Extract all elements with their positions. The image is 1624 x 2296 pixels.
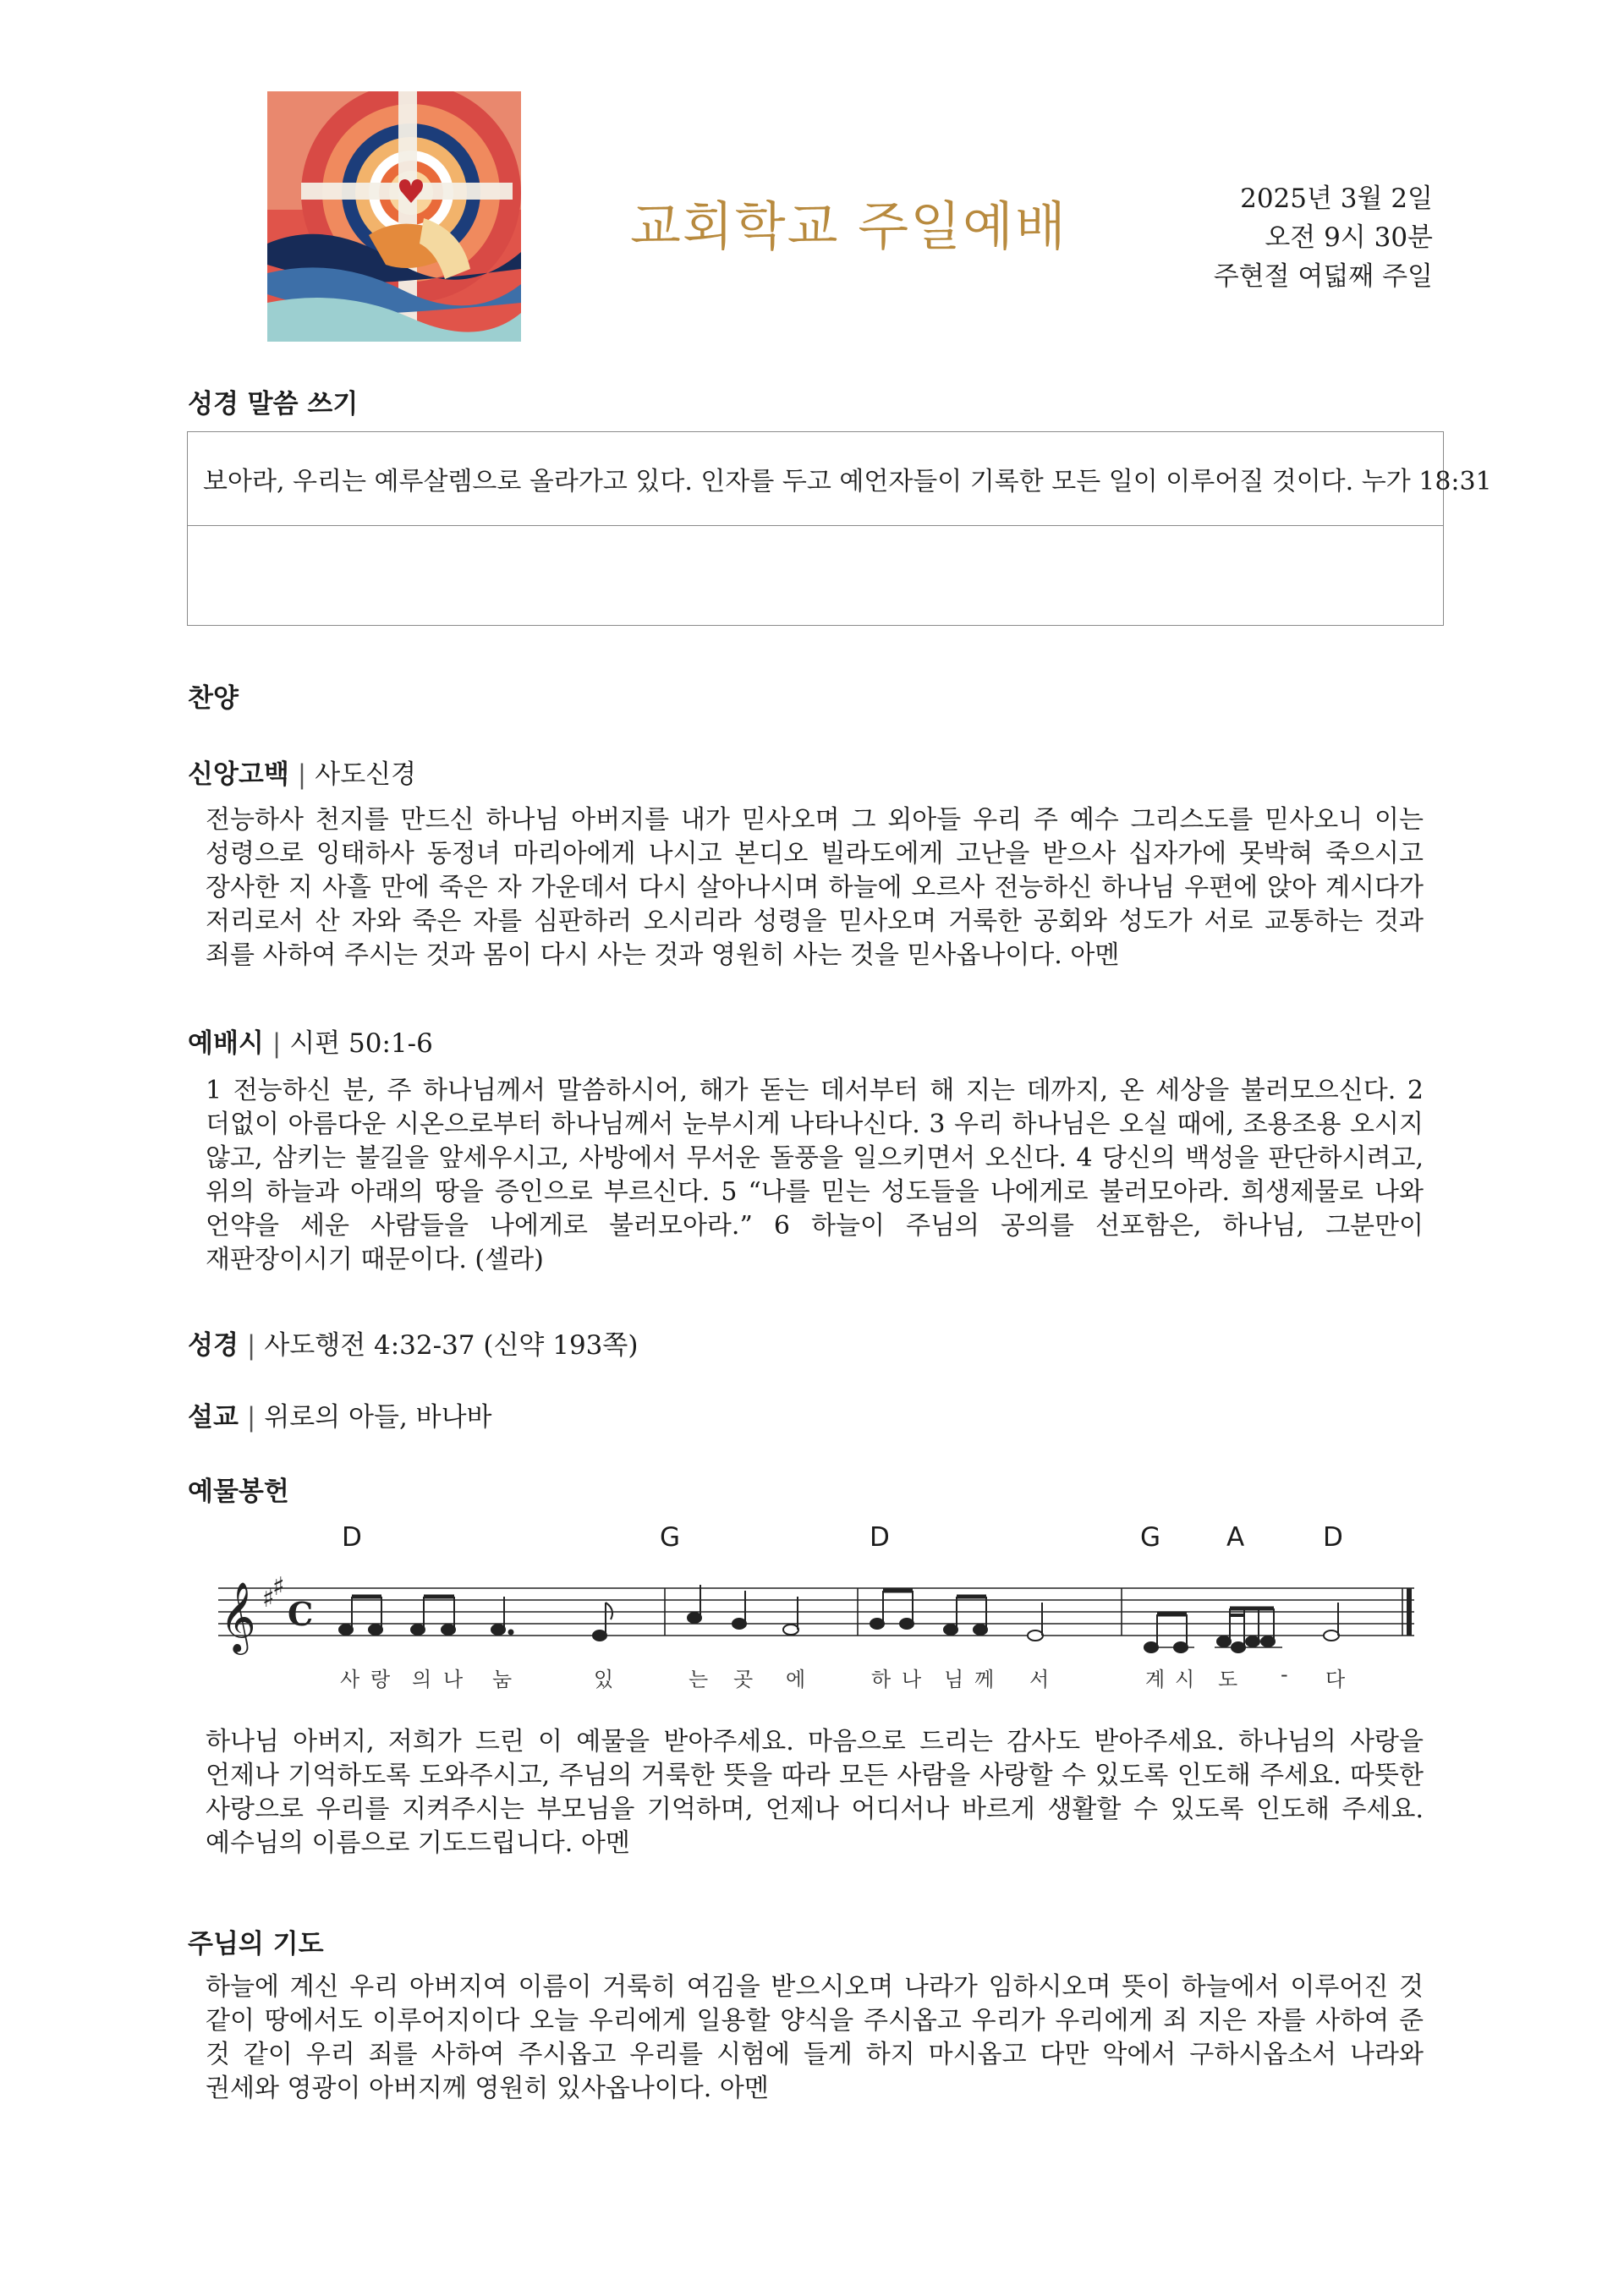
- creed-heading: 신앙고백 | 사도신경: [188, 759, 417, 790]
- offering-heading: 예물봉헌: [188, 1477, 289, 1507]
- chord-symbol: D: [1323, 1522, 1343, 1553]
- lyric-syllable: -: [1281, 1663, 1288, 1686]
- lyric-syllable: 에: [786, 1668, 806, 1691]
- liturgical-season: 주현절 여덟째 주일: [1213, 261, 1433, 292]
- chord-symbol: A: [1226, 1522, 1245, 1553]
- sermon-subheading: 위로의 아들, 바나바: [264, 1402, 492, 1433]
- lyric-syllable: 의: [412, 1668, 432, 1691]
- lyric-syllable: 도: [1218, 1668, 1238, 1691]
- lyric-syllable: 다: [1325, 1668, 1346, 1691]
- lyric-syllable: 시: [1175, 1668, 1195, 1691]
- music-staff: [215, 1564, 1433, 1658]
- chord-symbol: D: [870, 1522, 890, 1553]
- page-title: 교회학교 주일예배: [630, 195, 1067, 257]
- lyric-syllable: 나: [902, 1668, 922, 1691]
- lyric-syllable: 있: [594, 1668, 614, 1691]
- writing-space[interactable]: [188, 526, 1443, 626]
- hymn-heading: 찬양: [188, 683, 239, 714]
- reading-heading-label: 성경: [188, 1330, 239, 1361]
- lyric-syllable: 하: [871, 1668, 892, 1691]
- lords-prayer-text: 하늘에 계신 우리 아버지여 이름이 거룩히 여김을 받으시오며 나라가 임하시오며 뜻이 하늘에서 이루어진 것 같이 땅에서도 이루어지이다 오늘 우리에게 일용할 양식을 주시옵고 우리가 우리에게 죄 지은 자를 사하여 준 것 같이 우리 죄를 사하여 주시옵고 우리를 시험에 들게 하지 마시옵고 다만 악에서 구하시옵소서 나라와 권세와 영광이 아버지께 영원히 있사옵나이다. 아멘: [206, 1972, 1424, 2103]
- lyric-syllable: 님: [944, 1668, 964, 1691]
- chord-symbol: G: [660, 1522, 681, 1553]
- reading-subheading: 사도행전 4:32-37 (신약 193쪽): [264, 1330, 639, 1361]
- lyric-syllable: 는: [689, 1668, 709, 1691]
- scripture-writing-heading: 성경 말씀 쓰기: [188, 389, 359, 419]
- service-time: 오전 9시 30분: [1265, 222, 1433, 253]
- worship-illustration: [267, 91, 521, 342]
- sermon-heading-label: 설교: [188, 1402, 239, 1433]
- psalm-heading: 예배시 | 시편 50:1-6: [188, 1028, 433, 1059]
- svg-text:♯: ♯: [272, 1572, 285, 1602]
- svg-text:𝄞: 𝄞: [220, 1581, 256, 1652]
- lyric-syllable: 께: [974, 1668, 995, 1691]
- psalm-text: 1 전능하신 분, 주 하나님께서 말씀하시어, 해가 돋는 데서부터 해 지는 데까지, 온 세상을 불러모으신다. 2 더없이 아름다운 시온으로부터 하나님께서 눈부시게 나타나신다. 3 우리 하나님은 오실 때에, 조용조용 오시지 않고, 삼키는 불길을 앞세우시고, 사방에서 무서운 돌풍을 일으키면서 오신다. 4 당신의 백성을 판단하시려고, 위의 하늘과 아래의 땅을 증인으로 부르신다. 5 “나를 믿는 성도들을 나에게로 불러모아라. 희생제물로 나와 언약을 세운 사람들을 나에게로 불러모아라.” 6 하늘이 주님의 공의를 선포함은, 하나님, 그분만이 재판장이시기 때문이다. (셀라): [206, 1076, 1424, 1274]
- creed-text: 전능하사 천지를 만드신 하나님 아버지를 내가 믿사오며 그 외아들 우리 주 예수 그리스도를 믿사오니 이는 성령으로 잉태하사 동정녀 마리아에게 나시고 본디오 빌라도에게 고난을 받으사 십자가에 못박혀 죽으시고 장사한 지 사흘 만에 죽은 자 가운데서 다시 살아나시며 하늘에 오르사 전능하신 하나님 우편에 앉아 계시다가 저리로서 산 자와 죽은 자를 심판하러 오시리라 성령을 믿사오며 거룩한 공회와 성도가 서로 교통하는 것과 죄를 사하여 주시는 것과 몸이 다시 사는 것과 영원히 사는 것을 믿사옵나이다. 아멘: [206, 805, 1424, 970]
- lyric-syllable: 곳: [733, 1668, 754, 1691]
- reading-heading: 성경 | 사도행전 4:32-37 (신약 193쪽): [188, 1330, 639, 1361]
- chord-symbol: D: [342, 1522, 362, 1553]
- lords-prayer-heading: 주님의 기도: [188, 1929, 324, 1959]
- scripture-writing-box: [187, 431, 1492, 626]
- offering-song-score: [215, 1522, 1433, 1691]
- scripture-verse: 보아라, 우리는 예루살렘으로 올라가고 있다. 인자를 두고 예언자들이 기록한 모든 일이 이루어질 것이다. 누가 18:31: [188, 432, 1443, 526]
- lyric-syllable: 나: [443, 1668, 464, 1691]
- sermon-heading: 설교 | 위로의 아들, 바나바: [188, 1402, 492, 1433]
- psalm-heading-label: 예배시: [188, 1028, 264, 1059]
- svg-text:♯: ♯: [262, 1584, 275, 1614]
- lyric-syllable: 눔: [492, 1668, 513, 1691]
- svg-text:C: C: [288, 1595, 314, 1633]
- lyric-syllable: 사: [340, 1668, 360, 1691]
- lyric-syllable: 랑: [370, 1668, 391, 1691]
- creed-subheading: 사도신경: [315, 759, 417, 790]
- psalm-subheading: 시편 50:1-6: [289, 1028, 433, 1059]
- offering-prayer: 하나님 아버지, 저희가 드린 이 예물을 받아주세요. 마음으로 드리는 감사도 받아주세요. 하나님의 사랑을 언제나 기억하도록 도와주시고, 주님의 거룩한 뜻을 따라 모든 사람을 사랑할 수 있도록 인도해 주세요. 따뜻한 사랑으로 우리를 지켜주시는 부모님을 기억하며, 언제나 어디서나 바르게 생활할 수 있도록 인도해 주세요. 예수님의 이름으로 기도드립니다. 아멘: [206, 1727, 1424, 1858]
- service-info: [1214, 179, 1433, 296]
- lyric-syllable: 서: [1029, 1668, 1050, 1691]
- lyric-syllable: 계: [1145, 1668, 1166, 1691]
- service-date: 2025년 3월 2일: [1240, 184, 1433, 214]
- creed-heading-label: 신앙고백: [188, 759, 289, 790]
- chord-symbol: G: [1140, 1522, 1161, 1553]
